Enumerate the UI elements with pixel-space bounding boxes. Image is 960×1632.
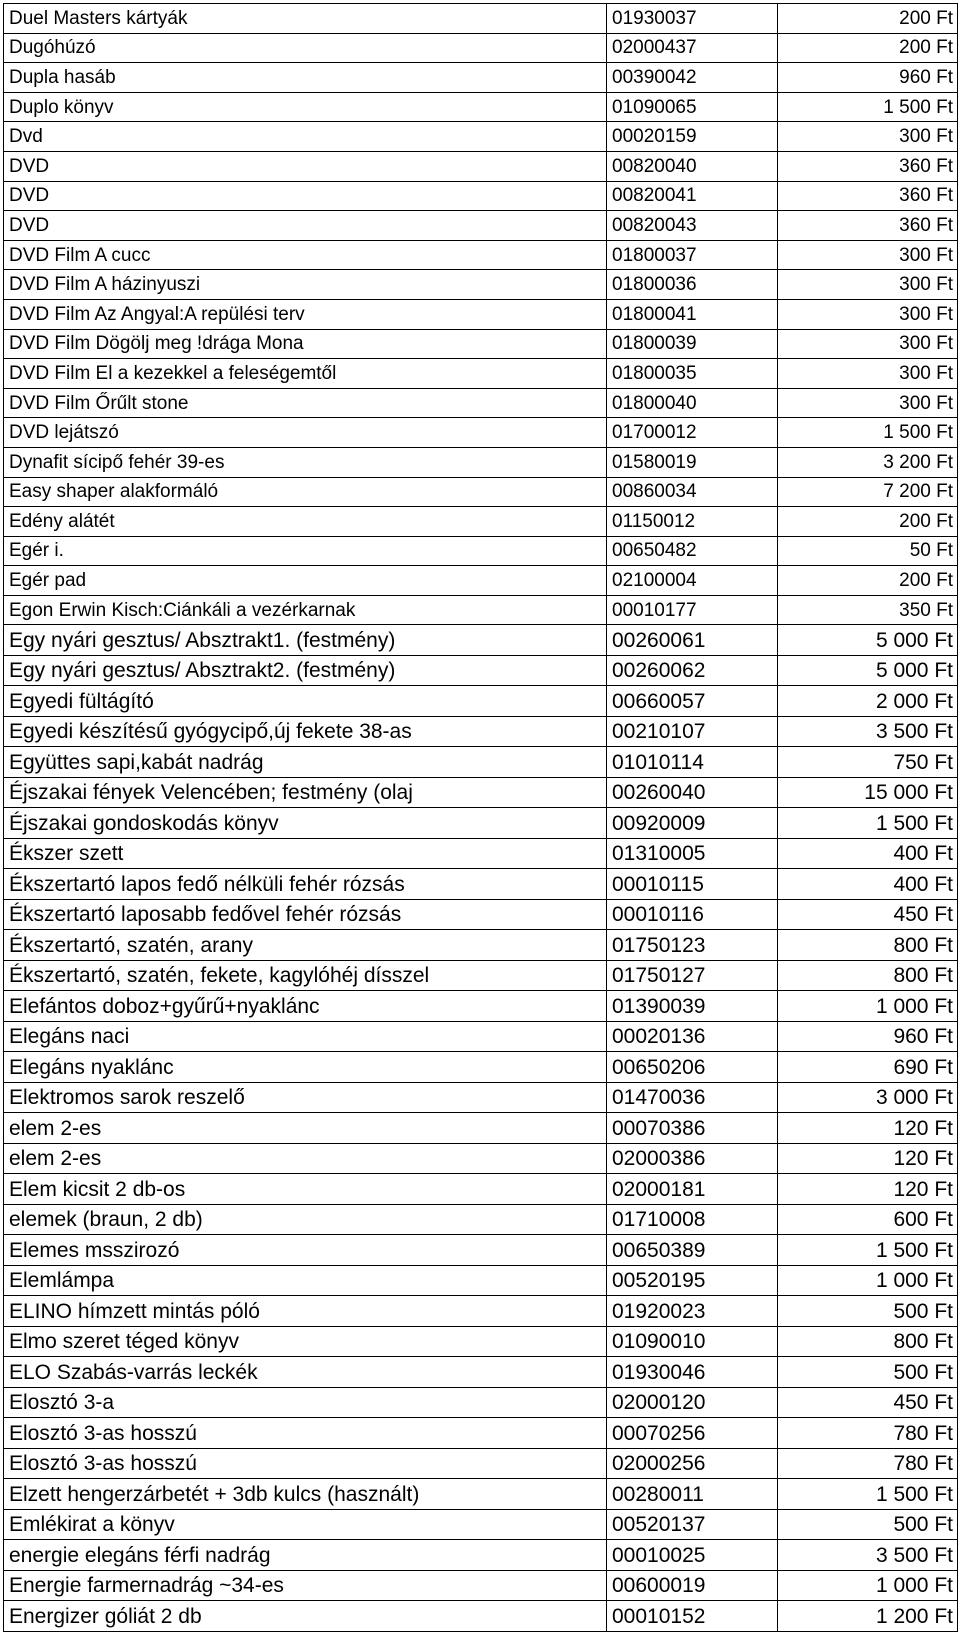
item-price-cell: 300 Ft xyxy=(778,359,958,389)
item-name-cell: Dupla hasáb xyxy=(4,63,607,93)
item-price-cell: 200 Ft xyxy=(778,4,958,34)
item-code-cell: 00660057 xyxy=(607,686,778,717)
table-row xyxy=(4,1265,958,1296)
item-code-cell: 02000386 xyxy=(607,1143,778,1174)
table-row xyxy=(4,536,958,566)
item-price-cell: 5 000 Ft xyxy=(778,655,958,686)
item-price-cell: 300 Ft xyxy=(778,122,958,152)
price-list-table xyxy=(3,3,958,1632)
item-code-cell: 01710008 xyxy=(607,1204,778,1235)
item-name-cell: Energie farmernadrág ~34-es xyxy=(4,1570,607,1601)
item-name-cell: Elosztó 3-as hosszú xyxy=(4,1448,607,1479)
item-name-cell: DVD Film Az Angyal:A repülési terv xyxy=(4,299,607,329)
item-name-cell: DVD xyxy=(4,211,607,241)
item-price-cell: 960 Ft xyxy=(778,1021,958,1052)
item-name-cell: Easy shaper alakformáló xyxy=(4,477,607,507)
item-code-cell: 00260061 xyxy=(607,625,778,656)
table-row xyxy=(4,1601,958,1632)
item-name-cell: Elosztó 3-as hosszú xyxy=(4,1418,607,1449)
table-row xyxy=(4,869,958,900)
table-row xyxy=(4,240,958,270)
item-name-cell: Egyedi fültágító xyxy=(4,686,607,717)
item-code-cell: 00020159 xyxy=(607,122,778,152)
table-row xyxy=(4,1143,958,1174)
item-price-cell: 780 Ft xyxy=(778,1448,958,1479)
table-row xyxy=(4,1082,958,1113)
table-row xyxy=(4,33,958,63)
item-price-cell: 1 000 Ft xyxy=(778,1570,958,1601)
item-name-cell: Éjszakai fények Velencében; festmény (olaj xyxy=(4,777,607,808)
table-row xyxy=(4,1113,958,1144)
item-code-cell: 00650389 xyxy=(607,1235,778,1266)
table-row xyxy=(4,595,958,625)
item-code-cell: 00070386 xyxy=(607,1113,778,1144)
item-code-cell: 00920009 xyxy=(607,808,778,839)
item-price-cell: 350 Ft xyxy=(778,595,958,625)
item-name-cell: Elem kicsit 2 db-os xyxy=(4,1174,607,1205)
table-row xyxy=(4,181,958,211)
table-row xyxy=(4,566,958,596)
item-name-cell: Egon Erwin Kisch:Ciánkáli a vezérkarnak xyxy=(4,595,607,625)
item-name-cell: elemek (braun, 2 db) xyxy=(4,1204,607,1235)
item-name-cell: ELO Szabás-varrás leckék xyxy=(4,1357,607,1388)
item-code-cell: 00010025 xyxy=(607,1540,778,1571)
item-name-cell: Duel Masters kártyák xyxy=(4,4,607,34)
item-price-cell: 200 Ft xyxy=(778,33,958,63)
item-price-cell: 200 Ft xyxy=(778,507,958,537)
item-price-cell: 3 500 Ft xyxy=(778,1540,958,1571)
item-name-cell: DVD Film A cucc xyxy=(4,240,607,270)
item-price-cell: 15 000 Ft xyxy=(778,777,958,808)
item-price-cell: 1 000 Ft xyxy=(778,991,958,1022)
item-price-cell: 1 500 Ft xyxy=(778,418,958,448)
item-price-cell: 400 Ft xyxy=(778,869,958,900)
item-price-cell: 3 200 Ft xyxy=(778,447,958,477)
item-name-cell: Emlékirat a könyv xyxy=(4,1509,607,1540)
item-code-cell: 02000256 xyxy=(607,1448,778,1479)
table-row xyxy=(4,1326,958,1357)
table-row xyxy=(4,655,958,686)
table-row xyxy=(4,1296,958,1327)
item-code-cell: 00650206 xyxy=(607,1052,778,1083)
item-code-cell: 00010116 xyxy=(607,899,778,930)
item-name-cell: Egér i. xyxy=(4,536,607,566)
table-row xyxy=(4,507,958,537)
item-code-cell: 02000181 xyxy=(607,1174,778,1205)
table-row xyxy=(4,359,958,389)
item-name-cell: DVD xyxy=(4,181,607,211)
table-row xyxy=(4,1204,958,1235)
item-code-cell: 02000120 xyxy=(607,1387,778,1418)
item-price-cell: 120 Ft xyxy=(778,1113,958,1144)
item-price-cell: 800 Ft xyxy=(778,930,958,961)
item-price-cell: 300 Ft xyxy=(778,329,958,359)
item-price-cell: 450 Ft xyxy=(778,1387,958,1418)
item-code-cell: 01580019 xyxy=(607,447,778,477)
table-row xyxy=(4,211,958,241)
table-row xyxy=(4,808,958,839)
item-code-cell: 01750127 xyxy=(607,960,778,991)
item-name-cell: Elmo szeret téged könyv xyxy=(4,1326,607,1357)
item-price-cell: 360 Ft xyxy=(778,151,958,181)
item-price-cell: 1 500 Ft xyxy=(778,92,958,122)
item-code-cell: 00020136 xyxy=(607,1021,778,1052)
table-row xyxy=(4,63,958,93)
table-row xyxy=(4,716,958,747)
item-price-cell: 800 Ft xyxy=(778,960,958,991)
item-code-cell: 00390042 xyxy=(607,63,778,93)
table-row xyxy=(4,1570,958,1601)
item-price-cell: 120 Ft xyxy=(778,1174,958,1205)
item-code-cell: 00210107 xyxy=(607,716,778,747)
item-code-cell: 00260062 xyxy=(607,655,778,686)
item-price-cell: 120 Ft xyxy=(778,1143,958,1174)
item-price-cell: 1 000 Ft xyxy=(778,1265,958,1296)
item-name-cell: Egyedi készítésű gyógycipő,új fekete 38-as xyxy=(4,716,607,747)
item-code-cell: 00820040 xyxy=(607,151,778,181)
item-name-cell: elem 2-es xyxy=(4,1113,607,1144)
item-code-cell: 01800036 xyxy=(607,270,778,300)
item-name-cell: Ékszertartó, szatén, fekete, kagylóhéj dísszel xyxy=(4,960,607,991)
item-name-cell: Elzett hengerzárbetét + 3db kulcs (használt) xyxy=(4,1479,607,1510)
item-name-cell: Elosztó 3-a xyxy=(4,1387,607,1418)
table-row xyxy=(4,4,958,34)
item-name-cell: Elemlámpa xyxy=(4,1265,607,1296)
item-code-cell: 00280011 xyxy=(607,1479,778,1510)
item-name-cell: DVD Film Őrűlt stone xyxy=(4,388,607,418)
item-name-cell: Energizer góliát 2 db xyxy=(4,1601,607,1632)
item-price-cell: 450 Ft xyxy=(778,899,958,930)
item-price-cell: 5 000 Ft xyxy=(778,625,958,656)
item-code-cell: 01800041 xyxy=(607,299,778,329)
item-code-cell: 01930037 xyxy=(607,4,778,34)
item-name-cell: Éjszakai gondoskodás könyv xyxy=(4,808,607,839)
item-price-cell: 300 Ft xyxy=(778,270,958,300)
table-row xyxy=(4,388,958,418)
item-name-cell: Dynafit sícipő fehér 39-es xyxy=(4,447,607,477)
table-row xyxy=(4,625,958,656)
item-price-cell: 780 Ft xyxy=(778,1418,958,1449)
table-row xyxy=(4,1021,958,1052)
item-code-cell: 01930046 xyxy=(607,1357,778,1388)
item-name-cell: energie elegáns férfi nadrág xyxy=(4,1540,607,1571)
item-name-cell: Elegáns naci xyxy=(4,1021,607,1052)
item-code-cell: 00650482 xyxy=(607,536,778,566)
table-row xyxy=(4,686,958,717)
table-row xyxy=(4,1509,958,1540)
item-code-cell: 00600019 xyxy=(607,1570,778,1601)
item-name-cell: DVD lejátszó xyxy=(4,418,607,448)
table-row xyxy=(4,477,958,507)
item-price-cell: 360 Ft xyxy=(778,181,958,211)
item-code-cell: 00010152 xyxy=(607,1601,778,1632)
item-code-cell: 01090065 xyxy=(607,92,778,122)
item-code-cell: 01750123 xyxy=(607,930,778,961)
item-code-cell: 01800037 xyxy=(607,240,778,270)
table-row xyxy=(4,122,958,152)
item-name-cell: DVD Film El a kezekkel a feleségemtől xyxy=(4,359,607,389)
table-row xyxy=(4,1357,958,1388)
table-row xyxy=(4,329,958,359)
item-code-cell: 01310005 xyxy=(607,838,778,869)
item-code-cell: 02000437 xyxy=(607,33,778,63)
item-code-cell: 01800039 xyxy=(607,329,778,359)
table-row xyxy=(4,1387,958,1418)
item-code-cell: 00860034 xyxy=(607,477,778,507)
table-row xyxy=(4,1418,958,1449)
item-price-cell: 360 Ft xyxy=(778,211,958,241)
item-price-cell: 3 500 Ft xyxy=(778,716,958,747)
item-name-cell: DVD Film A házinyuszi xyxy=(4,270,607,300)
table-row xyxy=(4,1448,958,1479)
item-price-cell: 300 Ft xyxy=(778,299,958,329)
item-code-cell: 01090010 xyxy=(607,1326,778,1357)
item-code-cell: 01470036 xyxy=(607,1082,778,1113)
item-name-cell: Dugóhúzó xyxy=(4,33,607,63)
table-row xyxy=(4,777,958,808)
item-price-cell: 2 000 Ft xyxy=(778,686,958,717)
item-price-cell: 1 500 Ft xyxy=(778,1235,958,1266)
item-code-cell: 01920023 xyxy=(607,1296,778,1327)
item-code-cell: 00820041 xyxy=(607,181,778,211)
table-row xyxy=(4,92,958,122)
item-price-cell: 500 Ft xyxy=(778,1509,958,1540)
item-name-cell: Ékszer szett xyxy=(4,838,607,869)
item-name-cell: Elektromos sarok reszelő xyxy=(4,1082,607,1113)
table-row xyxy=(4,418,958,448)
item-name-cell: Együttes sapi,kabát nadrág xyxy=(4,747,607,778)
table-row xyxy=(4,1174,958,1205)
table-row xyxy=(4,447,958,477)
item-name-cell: Duplo könyv xyxy=(4,92,607,122)
item-price-cell: 800 Ft xyxy=(778,1326,958,1357)
table-row xyxy=(4,1235,958,1266)
item-price-cell: 50 Ft xyxy=(778,536,958,566)
item-code-cell: 00520195 xyxy=(607,1265,778,1296)
item-price-cell: 300 Ft xyxy=(778,388,958,418)
item-price-cell: 200 Ft xyxy=(778,566,958,596)
table-row xyxy=(4,1540,958,1571)
item-name-cell: Elefántos doboz+gyűrű+nyaklánc xyxy=(4,991,607,1022)
item-price-cell: 960 Ft xyxy=(778,63,958,93)
item-name-cell: DVD Film Dögölj meg !drága Mona xyxy=(4,329,607,359)
item-name-cell: Elemes msszirozó xyxy=(4,1235,607,1266)
item-price-cell: 750 Ft xyxy=(778,747,958,778)
item-code-cell: 01010114 xyxy=(607,747,778,778)
table-row xyxy=(4,151,958,181)
item-name-cell: Egy nyári gesztus/ Absztrakt1. (festmény) xyxy=(4,625,607,656)
item-price-cell: 7 200 Ft xyxy=(778,477,958,507)
table-row xyxy=(4,960,958,991)
item-price-cell: 500 Ft xyxy=(778,1296,958,1327)
item-name-cell: Dvd xyxy=(4,122,607,152)
item-name-cell: DVD xyxy=(4,151,607,181)
table-row xyxy=(4,1052,958,1083)
item-name-cell: Elegáns nyaklánc xyxy=(4,1052,607,1083)
item-name-cell: Ékszertartó laposabb fedővel fehér rózsás xyxy=(4,899,607,930)
item-code-cell: 00260040 xyxy=(607,777,778,808)
item-code-cell: 00010115 xyxy=(607,869,778,900)
item-name-cell: Edény alátét xyxy=(4,507,607,537)
item-name-cell: Ékszertartó lapos fedő nélküli fehér rózsás xyxy=(4,869,607,900)
item-code-cell: 01800035 xyxy=(607,359,778,389)
item-code-cell: 01700012 xyxy=(607,418,778,448)
table-row xyxy=(4,838,958,869)
item-name-cell: elem 2-es xyxy=(4,1143,607,1174)
item-code-cell: 00820043 xyxy=(607,211,778,241)
item-price-cell: 500 Ft xyxy=(778,1357,958,1388)
item-code-cell: 01390039 xyxy=(607,991,778,1022)
item-price-cell: 3 000 Ft xyxy=(778,1082,958,1113)
table-row xyxy=(4,991,958,1022)
table-row xyxy=(4,747,958,778)
item-code-cell: 01800040 xyxy=(607,388,778,418)
table-row xyxy=(4,1479,958,1510)
item-name-cell: Egy nyári gesztus/ Absztrakt2. (festmény) xyxy=(4,655,607,686)
item-price-cell: 300 Ft xyxy=(778,240,958,270)
table-row xyxy=(4,930,958,961)
item-price-cell: 1 500 Ft xyxy=(778,1479,958,1510)
table-row xyxy=(4,899,958,930)
item-name-cell: Egér pad xyxy=(4,566,607,596)
item-price-cell: 1 200 Ft xyxy=(778,1601,958,1632)
item-name-cell: Ékszertartó, szatén, arany xyxy=(4,930,607,961)
item-code-cell: 01150012 xyxy=(607,507,778,537)
price-list-body xyxy=(4,4,958,1632)
item-code-cell: 00520137 xyxy=(607,1509,778,1540)
item-price-cell: 1 500 Ft xyxy=(778,808,958,839)
item-price-cell: 600 Ft xyxy=(778,1204,958,1235)
item-code-cell: 00070256 xyxy=(607,1418,778,1449)
table-row xyxy=(4,299,958,329)
item-price-cell: 400 Ft xyxy=(778,838,958,869)
item-price-cell: 690 Ft xyxy=(778,1052,958,1083)
table-row xyxy=(4,270,958,300)
item-code-cell: 02100004 xyxy=(607,566,778,596)
item-name-cell: ELINO hímzett mintás póló xyxy=(4,1296,607,1327)
item-code-cell: 00010177 xyxy=(607,595,778,625)
